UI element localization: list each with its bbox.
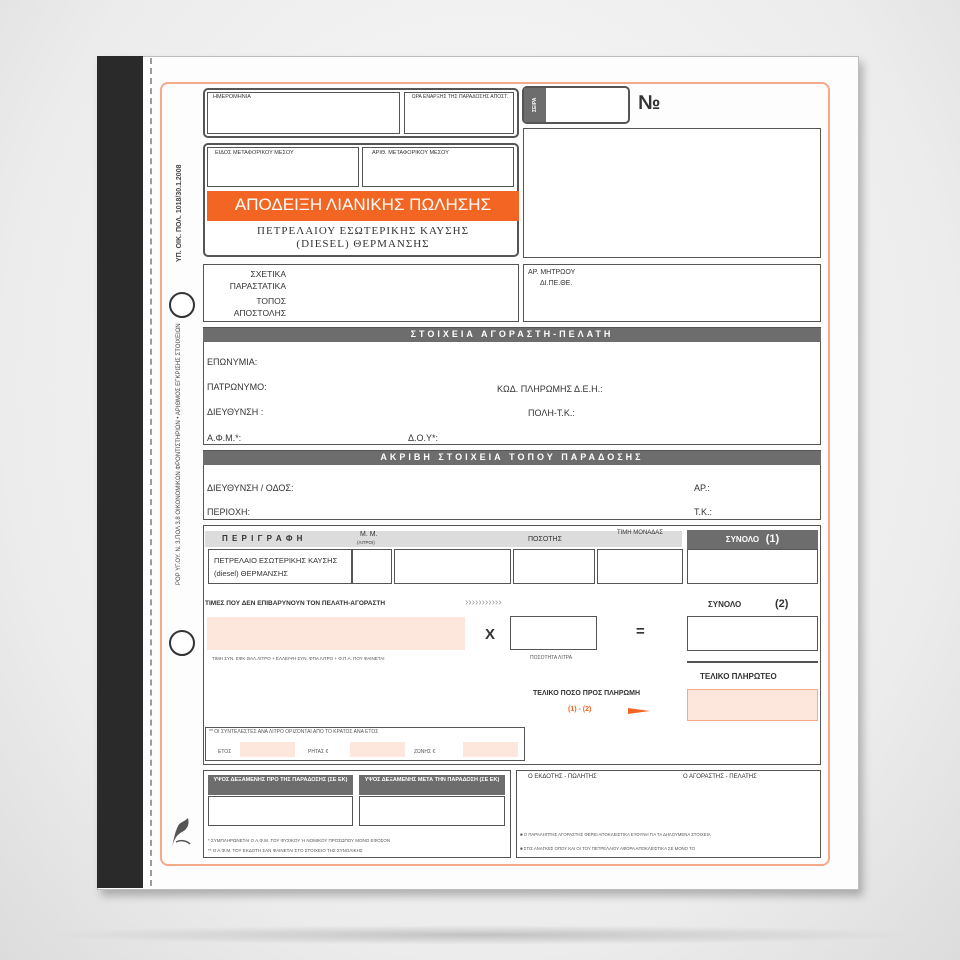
coef-zone-field[interactable] [463, 742, 518, 757]
total2-field[interactable] [687, 616, 818, 651]
meter-sub-label: ΔΙ.ΠΕ.ΘΕ. [540, 280, 573, 287]
buyer-name-label: ΕΠΩΝΥΜΙΑ: [207, 357, 258, 367]
buyer-doy-label: Δ.Ο.Υ*: [408, 433, 439, 443]
multiply-sign: X [485, 626, 496, 643]
item-unit-cell[interactable] [352, 549, 392, 584]
payment-code-label: ΚΩΔ. ΠΛΗΡΩΜΗΣ Δ.Ε.Η.: [497, 384, 603, 394]
coef-rate-label: ΡΗΤΑΣ € [308, 749, 329, 755]
arrows-decoration: ››››››››››› [465, 597, 502, 608]
tank-before-label: ΥΨΟΣ ΔΕΞΑΜΕΝΗΣ ΠΡΟ ΤΗΣ ΠΑΡΑΔΟΣΗΣ (ΣΕ ΕΚ) [208, 775, 353, 795]
tank-after-label: ΥΨΟΣ ΔΕΞΑΜΕΝΗΣ ΜΕΤΑ ΤΗΝ ΠΑΡΑΔΟΣΗ (ΣΕ ΕΚ) [359, 775, 505, 795]
col-total-header [687, 530, 818, 549]
date-label: ΗΜΕΡΟΜΗΝΙΑ [213, 94, 251, 100]
col-price: ΤΙΜΗ ΜΟΝΑΔΑΣ [616, 530, 664, 536]
col-unit: Μ. Μ. [360, 531, 378, 538]
delivery-number-label: ΑΡ.: [694, 483, 710, 493]
total2-label: ΣΥΝΟΛΟ [708, 600, 742, 609]
col-total-num: (1) [765, 533, 780, 545]
tank-footnote-2: ** Ο Α.Φ.Μ. ΤΟΥ ΕΚΔΟΤΗ ΣΑΝ ΦΑΙΝΕΤΑΙ ΣΤΟ ΣΤΟΙΧΕΙΟ ΤΗΣ ΣΥΝΟΛΙΚΗΣ [208, 848, 363, 853]
final-amount-label: ΤΕΛΙΚΟ ΠΟΣΟ ΠΡΟΣ ΠΛΗΡΩΜΗ [533, 690, 641, 697]
item-quantity-cell[interactable] [513, 549, 595, 584]
prices-not-charged-label: ΤΙΜΕΣ ΠΟΥ ΔΕΝ ΕΠΙΒΑΡΥΝΟΥΝ ΤΟΝ ΠΕΛΑΤΗ-ΑΓΟΡΑΣΤΗ [205, 600, 386, 607]
col-quantity: ΠΟΣΟΤΗΣ [528, 536, 562, 543]
item-total-cell[interactable] [687, 549, 818, 584]
publisher-logo-icon [168, 812, 194, 852]
col-unit-sub: (ΛΙΤΡΟΙ) [357, 540, 375, 545]
buyer-city-zip-label: ΠΟΛΗ-Τ.Κ.: [528, 408, 575, 418]
item-extra-cell[interactable] [394, 549, 511, 584]
col-description: Π Ε Ρ Ι Γ Ρ Α Φ Η [222, 534, 304, 543]
coef-year-label: ΕΤΟΣ [218, 749, 232, 755]
item-price-cell[interactable] [597, 549, 683, 584]
vehicle-number-label: ΑΡΙΘ. ΜΕΤΑΦΟΡΙΚΟΥ ΜΕΣΟΥ [372, 150, 449, 156]
receipt-subtitle-2: (DIESEL) ΘΕΡΜΑΝΣΗΣ [296, 238, 430, 250]
tank-after-field[interactable] [359, 796, 505, 826]
shadow [40, 925, 920, 945]
final-divider [687, 661, 818, 663]
buyer-signature-label: Ο ΑΓΟΡΑΣΤΗΣ - ΠΕΛΑΤΗΣ [683, 774, 757, 780]
arrow-right-icon [628, 706, 658, 716]
coef-rate-field[interactable] [350, 742, 405, 757]
price-formula-small: ΤΙΜΗ ΣΥΝ. ΕΦΚ ΘΑΛ.ΛΙΤΡΟ + ΕΛΛΕΙΨΗ ΣΥΝ. ΦΠΑ ΛΙΤΡΟ + Φ.Π.Α. ΠΟΥ ΦΑΙΝΕΤΑΙ [212, 656, 385, 661]
receipt-title: ΑΠΟΔΕΙΞΗ ΛΙΑΝΙΚΗΣ ΠΩΛΗΣΗΣ [207, 191, 519, 221]
tank-before-field[interactable] [208, 796, 353, 826]
issuer-signature-label: Ο ΕΚΔΟΤΗΣ - ΠΩΛΗΤΗΣ [528, 774, 597, 780]
delivery-zip-label: Τ.Κ.: [694, 507, 713, 517]
issuer-stamp-box [523, 128, 821, 258]
equals-sign: = [636, 623, 645, 640]
liters-sub-label: ΠΟΣΟΤΗΤΑ ΛΙΤΡΑ [530, 655, 573, 661]
delivery-section-title: ΑΚΡΙΒΗ ΣΤΟΙΧΕΙΑ ΤΟΠΟΥ ΠΑΡΑΔΟΣΗΣ [203, 451, 821, 465]
delivery-time-label: ΩΡΑ ΕΝΑΡΞΗΣ ΤΗΣ ΠΑΡΑΔΟΣΗΣ ΑΠΟΣΤ. [411, 94, 509, 100]
final-formula: (1) - (2) [568, 706, 592, 713]
shipping-place-label: ΤΟΠΟΣ ΑΠΟΣΤΟΛΗΣ [233, 296, 286, 318]
delivery-address-label: ΔΙΕΥΘΥΝΣΗ / ΟΔΟΣ: [207, 483, 294, 493]
binding-spine [97, 56, 143, 888]
buyer-address-label: ΔΙΕΥΘΥΝΣΗ : [207, 407, 264, 417]
non-charged-prices-field[interactable] [207, 617, 465, 650]
vehicle-type-label: ΕΙΔΟΣ ΜΕΤΑΦΟΡΙΚΟΥ ΜΕΣΟΥ [215, 150, 294, 156]
item-description-1: ΠΕΤΡΕΛΑΙΟ ΕΣΩΤΕΡΙΚΗΣ ΚΑΥΣΗΣ [214, 556, 338, 565]
related-docs-label: ΣΧΕΤΙΚΑ ΠΑΡΑΣΤΑΤΙΚΑ [229, 269, 286, 291]
tank-footnote-1: * ΣΥΜΠΛΗΡΩΝΕΤΑΙ Ο Α.Φ.Μ. ΤΟΥ ΦΥΣΙΚΟΥ Ή ΝΟΜΙΚΟΥ ΠΡΟΣΩΠΟΥ ΜΟΝΟ ΕΦΟΣΟΝ [208, 838, 391, 843]
side-small-print: ΡΟΡ ΥΓ.ΟΥ. Ν. 3.ΠΟΛ 3.8 ΟΙΚΟΝΟΜΙΚΩΝ ΦΡΟΝΤΙΣΤΗΡΙΩΝ • ΑΡΙΘΜΟΣ ΕΓΚΡΙΣΗΣ ΣΤΟΙΧΕΙΩΝ [176, 323, 182, 585]
regulation-text: ΥΠ. ΟΙΚ. ΠΟΛ. 1018/30.1.2008 [176, 164, 183, 262]
series-label: ΣΕΙΡΑ [524, 88, 546, 122]
receipt-subtitle-1: ΠΕΤΡΕΛΑΙΟΥ ΕΣΩΤΕΡΙΚΗΣ ΚΑΥΣΗΣ [257, 225, 469, 237]
final-amount-field[interactable] [687, 689, 818, 721]
final-payable-label: ΤΕΛΙΚΟ ΠΛΗΡΩΤΕΟ [700, 672, 777, 681]
col-total: ΣΥΝΟΛΟ [725, 535, 760, 544]
delivery-area-label: ΠΕΡΙΟΧΗ: [207, 507, 251, 517]
signature-note-1: ■ Ο ΠΑΡΑΛΗΠΤΗΣ ΑΓΟΡΑΣΤΗΣ ΦΕΡΕΙ ΑΠΟΚΛΕΙΣΤΙΚΑ ΕΥΘΥΝΗ ΓΙΑ ΤΑ ΔΗΛΟΥΜΕΝΑ ΣΤΟΙΧΕΙΑ [520, 832, 711, 837]
item-description-2: (diesel) ΘΕΡΜΑΝΣΗΣ [214, 569, 288, 578]
coef-year-field[interactable] [240, 742, 295, 757]
item-description-cell[interactable] [208, 549, 352, 584]
signatures-section [516, 770, 821, 858]
coef-zone-label: ΖΩΝΗΣ € [414, 749, 436, 755]
coef-note: ** ΟΙ ΣΥΝΤΕΛΕΣΤΕΣ ΑΝΑ ΛΙΤΡΟ ΟΡΙΖΟΝΤΑΙ ΑΠΟ ΤΟ ΚΡΑΤΟΣ ΑΝΑ ΕΤΟΣ [209, 729, 379, 735]
buyer-afm-label: Α.Φ.Μ.*: [207, 433, 242, 443]
number-label: № [638, 92, 661, 114]
buyer-section-title: ΣΤΟΙΧΕΙΑ ΑΓΟΡΑΣΤΗ-ΠΕΛΑΤΗ [203, 328, 821, 342]
perforation-line [150, 58, 152, 886]
signature-note-2: ■ ΣΤΙΣ ΑΝΑΓΚΕΣ ΟΠΟΥ ΚΑΙ ΟΙ ΤΟΥ ΠΕΤΡΕΛΑΙΟΥ ΑΦΟΡΑ ΑΠΟΚΛΕΙΣΤΙΚΑ ΣΕ ΜΟΝΟ ΤΟ [520, 846, 696, 851]
liters-field[interactable] [510, 616, 597, 650]
total2-num: (2) [775, 598, 789, 610]
buyer-fathers-name-label: ΠΑΤΡΩΝΥΜΟ: [207, 382, 267, 392]
meter-label: ΑΡ. ΜΗΤΡΩΟΥ [528, 269, 576, 276]
